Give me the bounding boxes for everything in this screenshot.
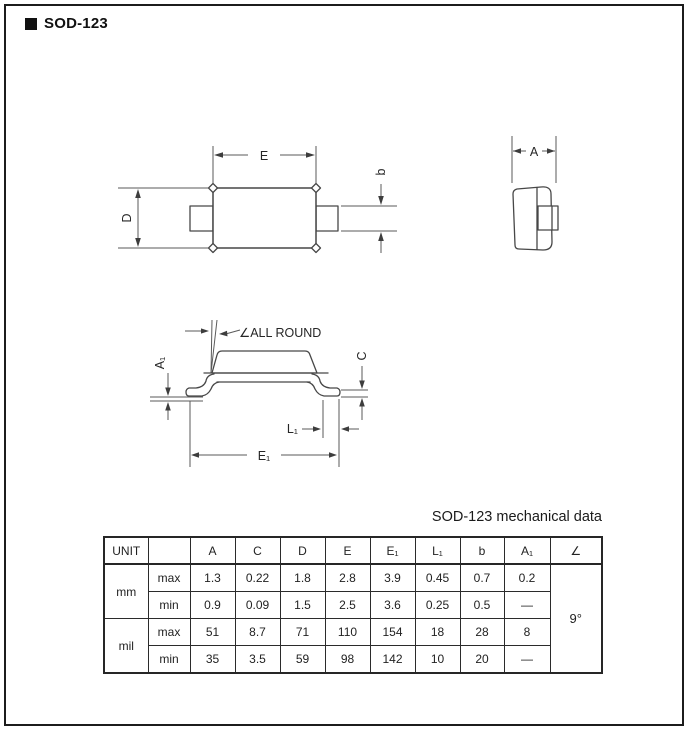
top-view-lead-right xyxy=(316,206,338,231)
value-cell: 0.22 xyxy=(235,564,280,592)
kind-cell: min xyxy=(148,646,190,674)
dim-label-b: b xyxy=(374,168,388,176)
value-cell: 110 xyxy=(325,619,370,646)
side-view-figure xyxy=(150,320,369,467)
value-cell: 20 xyxy=(460,646,504,674)
value-cell: 98 xyxy=(325,646,370,674)
col-header-angle: ∠ xyxy=(550,537,602,564)
top-view-body xyxy=(213,188,316,248)
table-header-row xyxy=(104,537,602,564)
value-cell: 0.25 xyxy=(415,592,460,619)
dim-label-e1: E₁ xyxy=(257,449,271,463)
value-cell: 2.8 xyxy=(325,564,370,592)
dim-label-a1: A₁ xyxy=(153,356,167,370)
top-view-figure xyxy=(118,146,397,253)
value-cell: 1.5 xyxy=(280,592,325,619)
unit-cell-mil: mil xyxy=(104,619,148,674)
top-view-lead-left xyxy=(190,206,213,231)
value-cell: 0.9 xyxy=(190,592,235,619)
package-name: SOD-123 xyxy=(44,15,108,32)
value-cell: 142 xyxy=(370,646,415,674)
side-view-lead-left xyxy=(186,374,219,396)
col-header-b: b xyxy=(460,537,504,564)
kind-cell: max xyxy=(148,564,190,592)
value-cell: 18 xyxy=(415,619,460,646)
kind-cell: max xyxy=(148,619,190,646)
value-cell: 59 xyxy=(280,646,325,674)
value-cell: 0.45 xyxy=(415,564,460,592)
kind-cell: min xyxy=(148,592,190,619)
mechanical-data-table xyxy=(103,536,603,674)
dim-label-l1: L₁ xyxy=(286,422,298,436)
table-row-mil-max xyxy=(104,619,602,646)
dim-label-e: E xyxy=(259,149,269,163)
angle-value-cell: 9° xyxy=(550,564,602,673)
dim-label-c: C xyxy=(355,351,369,361)
value-cell: 1.8 xyxy=(280,564,325,592)
value-cell: 0.5 xyxy=(460,592,504,619)
value-cell: 1.3 xyxy=(190,564,235,592)
value-cell: 154 xyxy=(370,619,415,646)
value-cell: — xyxy=(504,592,550,619)
value-cell: — xyxy=(504,646,550,674)
col-header-e: E xyxy=(325,537,370,564)
dim-label-a: A xyxy=(529,145,539,159)
col-header-blank xyxy=(148,537,190,564)
col-header-e1: E₁ xyxy=(370,537,415,564)
side-view-lead-right xyxy=(307,374,340,396)
value-cell: 28 xyxy=(460,619,504,646)
value-cell: 3.6 xyxy=(370,592,415,619)
table-row-mm-max xyxy=(104,564,602,592)
value-cell: 0.09 xyxy=(235,592,280,619)
value-cell: 3.9 xyxy=(370,564,415,592)
col-header-d: D xyxy=(280,537,325,564)
draft-angle-note: ∠ALL ROUND xyxy=(239,326,322,340)
end-view-lead xyxy=(538,206,558,230)
value-cell: 8 xyxy=(504,619,550,646)
dim-label-d: D xyxy=(120,213,134,223)
end-view-figure xyxy=(512,136,558,250)
value-cell: 35 xyxy=(190,646,235,674)
col-header-a: A xyxy=(190,537,235,564)
value-cell: 2.5 xyxy=(325,592,370,619)
table-row-mm-min xyxy=(104,592,602,619)
value-cell: 0.7 xyxy=(460,564,504,592)
col-header-a1: A₁ xyxy=(504,537,550,564)
value-cell: 3.5 xyxy=(235,646,280,674)
value-cell: 51 xyxy=(190,619,235,646)
value-cell: 10 xyxy=(415,646,460,674)
table-title: SOD-123 mechanical data xyxy=(431,509,602,525)
value-cell: 8.7 xyxy=(235,619,280,646)
value-cell: 71 xyxy=(280,619,325,646)
col-header-l1: L₁ xyxy=(415,537,460,564)
value-cell: 0.2 xyxy=(504,564,550,592)
col-header-unit: UNIT xyxy=(104,537,148,564)
table-row-mil-min xyxy=(104,646,602,674)
side-view-body xyxy=(212,351,317,373)
col-header-c: C xyxy=(235,537,280,564)
unit-cell-mm: mm xyxy=(104,564,148,619)
